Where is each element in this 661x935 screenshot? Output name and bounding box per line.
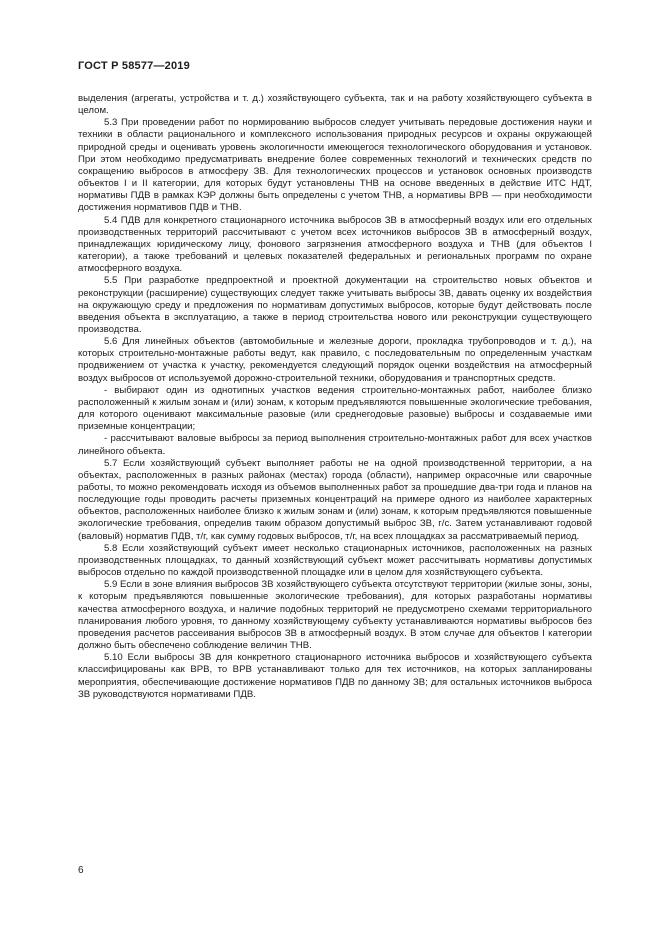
paragraph-5-4: 5.4 ПДВ для конкретного стационарного источника выбросов ЗВ в атмосферный воздух или его отдельных производственных территорий рассчитывают с учетом всех источников выбросов ЗВ в атмосферный воздух, принадлежащих юридическому лицу, фонового загрязнения атмосферного воздуха и ТНВ (для объектов I категории), а также требований и целевых показателей федеральных и региональных программ по охране атмосферного воздуха. — [78, 214, 592, 275]
paragraph-5-10: 5.10 Если выбросы ЗВ для конкретного стационарного источника выбросов и хозяйствующего субъекта классифицированы как ВРВ, то ВРВ устанавливают только для тех источников, на которых запланированы мероприятия, обеспечивающие достижение нормативов ПДВ по данному ЗВ; для остальных источников выброса ЗВ руководствуются нормативами ПДВ. — [78, 652, 592, 700]
paragraph-5-7: 5.7 Если хозяйствующий субъект выполняет работы не на одной производственной территории, а на объектах, расположенных в разных районах (местах) города (области), например окрасочные или сварочные работы, то можно рекомендовать исходя из объемов выполненных работ за прошедшие два-три года и планов на последующие годы проводить расчеты приземных концентраций на примере одного из наиболее характерных объектов, расположенных наиболее близко к жилым зонам и (или) зонам, к которым предъявляются повышенные экологические требования, определив таким образом допустимый выброс ЗВ, г/с. Затем устанавливают годовой (валовый) норматив ПДВ, т/г, как сумму годовых выбросов, т/г, на всех площадках за рассматриваемый период. — [78, 457, 592, 542]
paragraph-continuation: выделения (агрегаты, устройства и т. д.) хозяйствующего субъекта, так и на работу хозяйствующего субъекта в целом. — [78, 93, 592, 117]
paragraph-5-5: 5.5 При разработке предпроектной и проектной документации на строительство новых объектов и реконструкции (расширение) существующих следует также учитывать выбросы ЗВ, давать оценку их воздействия на окружающую среду и предложения по нормативам допустимых выбросов, которые будут действовать после введения объекта в эксплуатацию, а также в период строительства нового или реконструкции существующего производства. — [78, 275, 592, 335]
paragraph-5-6: 5.6 Для линейных объектов (автомобильные и железные дороги, прокладка трубопроводов и т. д.), на которых строительно-монтажные работы ведут, как правило, с последовательным по определенным участкам продвижением от участка к участку, рекомендуется следующий порядок оценки воздействия на атмосферный воздух выбросов от используемой дорожно-строительной техники, оборудования и транспортных средств. — [78, 336, 592, 384]
paragraph-5-8: 5.8 Если хозяйствующий субъект имеет несколько стационарных источников, расположенных на разных производственных площадках, то данный хозяйствующий субъект может рассчитывать нормативы допустимых выбросов отдельно по каждой производственной площадке или в целом для хозяйствующего субъекта. — [78, 542, 592, 579]
document-header: ГОСТ Р 58577—2019 — [78, 60, 190, 72]
list-item: - рассчитывают валовые выбросы за период выполнения строительно-монтажных работ для всех участков линейного объекта. — [78, 433, 592, 457]
page-number: 6 — [78, 865, 84, 876]
paragraph-5-3: 5.3 При проведении работ по нормированию выбросов следует учитывать передовые достижения науки и техники в области рационального и комплексного использования природных ресурсов и охраны окружающей природной среды и оценивать уровень экологичности имеющегося технологического оборудования и установок. При этом необходимо предусматривать внедрение более современных технологий и технических средств по сокращению выбросов в атмосферу ЗВ. Для технологических процессов и установок основных производств объектов I и II категории, для которых будут установлены ТНВ на основе введенных в действие ИТС НДТ, нормативы ПДВ в рамках КЭР должны быть определены с учетом ТНВ, а нормативы ВРВ — при необходимости достижения нормативов ПДВ и ТНВ. — [78, 117, 592, 214]
list-item: - выбирают один из однотипных участков ведения строительно-монтажных работ, наиболее близко расположенный к жилым зонам и (или) зонам, к которым предъявляются повышенные экологические требования, для которого оценивают максимальные разовые (или среднегодовые разовые) выбросы и создаваемые ими приземные концентрации; — [78, 384, 592, 433]
paragraph-5-9: 5.9 Если в зоне влияния выбросов ЗВ хозяйствующего субъекта отсутствуют территории (жилые зоны, зоны, к которым предъявляются повышенные экологические требования), для которых разработаны нормативы качества атмосферного воздуха, и наличие подобных территорий не предусмотрено схемами территориального планирования любого уровня, то данному хозяйствующему субъекту устанавливаются нормативы выбросов без проведения расчетов рассеивания выбросов ЗВ в атмосферный воздух. В этом случае для объектов I категории должно быть обеспечено соблюдение величин ТНВ. — [78, 579, 592, 652]
document-body — [78, 93, 592, 701]
